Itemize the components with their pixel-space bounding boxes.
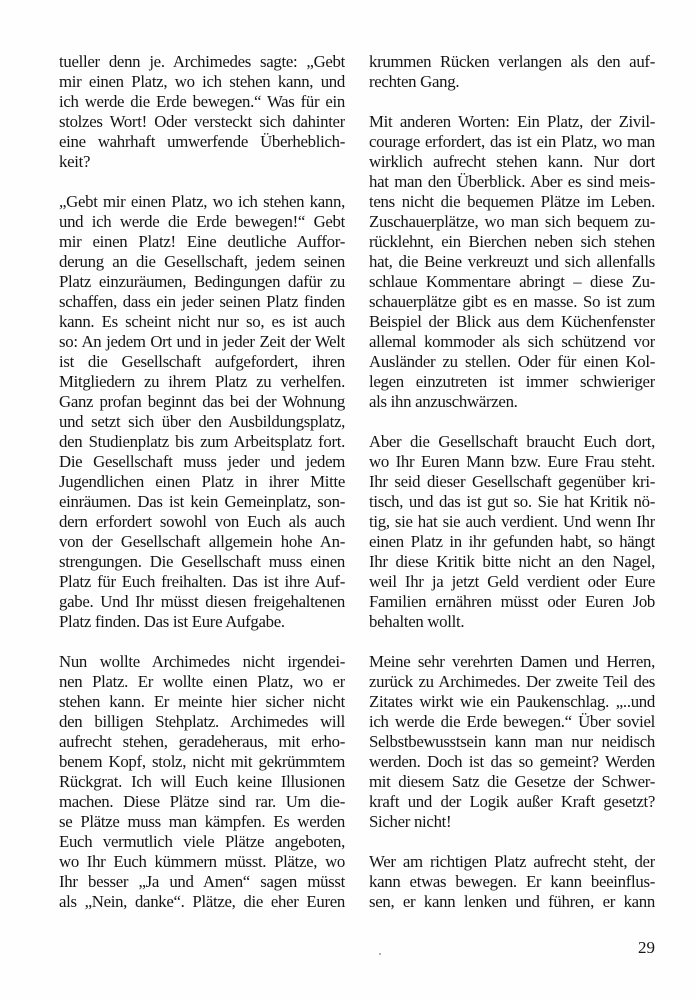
text-line: tisch, und das ist gut so. Sie hat Kritik nö- [369,492,655,511]
text-line: Zuschauerplätze, wo man sich bequem zu- [369,212,655,231]
text-line: stehen kann. Er meinte hier sicher nicht [59,692,345,711]
paragraph [369,652,655,832]
paragraph [369,112,655,412]
paragraph [369,852,655,912]
text-line: courage erfordert, das ist ein Platz, wo man [369,132,655,151]
text-line: als ihn anzuschwärzen. [369,392,518,411]
text-line: behalten wollt. [369,612,465,631]
text-line: wo Ihr Euch kümmern müsst. Plätze, wo [59,852,345,871]
text-line: einen Platz in ihr gefunden habt, so hängt [369,532,655,551]
text-line: Die Gesellschaft muss jeder und jedem [59,452,345,471]
text-line: krummen Rücken verlangen als den auf- [369,52,655,71]
text-line: Meine sehr verehrten Damen und Herren, [369,652,655,671]
text-line: se Plätze muss man kämpfen. Es werden [59,812,345,831]
text-line: Aber die Gesellschaft braucht Euch dort, [369,432,655,451]
text-line: derung an die Gesellschaft, jedem seinen [59,252,345,271]
text-line: weil Ihr ja jetzt Geld verdient oder Eure [369,572,655,591]
text-line: schauerplätze gibt es en masse. So ist zum [369,292,655,311]
text-line: allemal kommoder als sich schützend vor [369,332,655,351]
text-line: schaffen, dass ein jeder seinen Platz finden [59,292,345,311]
text-line: einräumen. Das ist kein Gemeinplatz, son- [59,492,345,511]
left-column [59,52,345,912]
text-line: dern erfordert sowohl von Euch als auch [59,512,345,531]
paragraph [59,52,345,172]
text-line: Mit anderen Worten: Ein Platz, der Zivil- [369,112,655,131]
text-line: Selbstbewusstsein kann man nur neidisch [369,732,655,751]
text-line: ich werde die Erde bewegen.“ Was für ein [59,92,345,111]
scan-speck [379,953,381,955]
text-line: kann. Es scheint nicht nur so, es ist auch [59,312,345,331]
text-line: nen Platz. Er wollte einen Platz, wo er [59,672,345,691]
text-line: tueller denn je. Archimedes sagte: „Gebt [59,52,345,71]
text-line: machen. Diese Plätze sind rar. Um die- [59,792,345,811]
text-line: kraft und der Logik außer Kraft gesetzt? [369,792,655,811]
text-line: Platz finden. Das ist Eure Aufgabe. [59,612,285,631]
text-line: Familien ernähren müsst oder Euren Job [369,592,655,611]
text-line: strengungen. Die Gesellschaft muss einen [59,552,345,571]
page-number: 29 [638,938,655,957]
text-line: den Studienplatz bis zum Arbeitsplatz fort. [59,432,345,451]
text-line: Jugendlichen einen Platz in ihrer Mitte [59,472,345,491]
text-line: Mitgliedern zu ihrem Platz zu verhelfen. [59,372,345,391]
text-line: Ihr diese Kritik bitte nicht an den Nagel, [369,552,655,571]
text-line: Ganz profan beginnt das bei der Wohnung [59,392,345,411]
text-line: Wer am richtigen Platz aufrecht steht, der [369,852,655,871]
text-line: wirklich aufrecht stehen kann. Nur dort [369,152,655,171]
paragraph [369,52,655,92]
text-line: eine wahrhaft umwerfende Überheblich- [59,132,345,151]
text-line: Beispiel der Blick aus dem Küchenfenster [369,312,655,331]
text-line: rücklehnt, ein Bierchen neben sich stehen [369,232,655,251]
text-line: Ihr seid dieser Gesellschaft gegenüber kri- [369,472,655,491]
text-line: rechten Gang. [369,72,460,91]
text-line: stolzes Wort! Oder versteckt sich dahinter [59,112,345,131]
text-line: keit? [59,152,91,171]
text-line: wo Ihr Euren Mann bzw. Eure Frau steht. [369,452,655,471]
text-line: Zitates wirkt wie ein Paukenschlag. „..und [369,692,655,711]
text-line: werden. Doch ist das so gemeint? Werden [369,752,655,771]
text-line: benem Kopf, stolz, nicht mit gekrümmtem [59,752,345,771]
text-line: zurück zu Archimedes. Der zweite Teil des [369,672,655,691]
text-line: mir einen Platz, wo ich stehen kann, und [59,72,345,91]
paragraph [59,652,345,912]
text-line: sen, er kann lenken und führen, er kann [369,892,655,911]
text-line: Sicher nicht! [369,812,452,831]
text-line: legen einzutreten ist immer schwieriger [369,372,655,391]
text-line: hat man den Überblick. Aber es sind meis- [369,172,655,191]
text-line: Platz für Euch freihalten. Das ist ihre Auf- [59,572,345,591]
text-line: so: An jedem Ort und in jeder Zeit der Welt [59,332,345,351]
text-line: den billigen Stehplatz. Archimedes will [59,712,345,731]
text-line: Nun wollte Archimedes nicht irgendei- [59,652,345,671]
text-line: kann etwas bewegen. Er kann beeinflus- [369,872,655,891]
text-line: „Gebt mir einen Platz, wo ich stehen kann, [59,192,345,211]
right-column [369,52,655,912]
text-line: mir einen Platz! Eine deutliche Auffor- [59,232,345,251]
text-line: ist die Gesellschaft aufgefordert, ihren [59,352,345,371]
text-line: als „Nein, danke“. Plätze, die eher Euren [59,892,345,911]
paragraph [369,432,655,632]
text-line: Ausländer zu stellen. Oder für einen Kol- [369,352,655,371]
text-line: hat, die Beine verkreuzt und sich allenfalls [369,252,655,271]
text-line: Euch vermutlich viele Plätze angeboten, [59,832,345,851]
text-line: aufrecht stehen, geradeheraus, mit erho- [59,732,345,751]
text-line: ich werde die Erde bewegen.“ Über soviel [369,712,655,731]
text-line: von der Gesellschaft allgemein hohe An- [59,532,345,551]
text-line: und setzt sich über den Ausbildungsplatz, [59,412,345,431]
text-line: Platz einzuräumen, Bedingungen dafür zu [59,272,345,291]
text-line: tig, sie hat sie auch verdient. Und wenn Ihr [369,512,655,531]
text-line: schlaue Kommentare abringt – diese Zu- [369,272,655,291]
text-line: mit diesem Satz die Gesetze der Schwer- [369,772,655,791]
paragraph [59,192,345,632]
text-line: und ich werde die Erde bewegen!“ Gebt [59,212,345,231]
text-line: Rückgrat. Ich will Euch keine Illusionen [59,772,345,791]
text-line: gabe. Und Ihr müsst diesen freigehaltenen [59,592,345,611]
text-line: tens nicht die bequemen Plätze im Leben. [369,192,655,211]
text-line: Ihr besser „Ja und Amen“ sagen müsst [59,872,345,891]
